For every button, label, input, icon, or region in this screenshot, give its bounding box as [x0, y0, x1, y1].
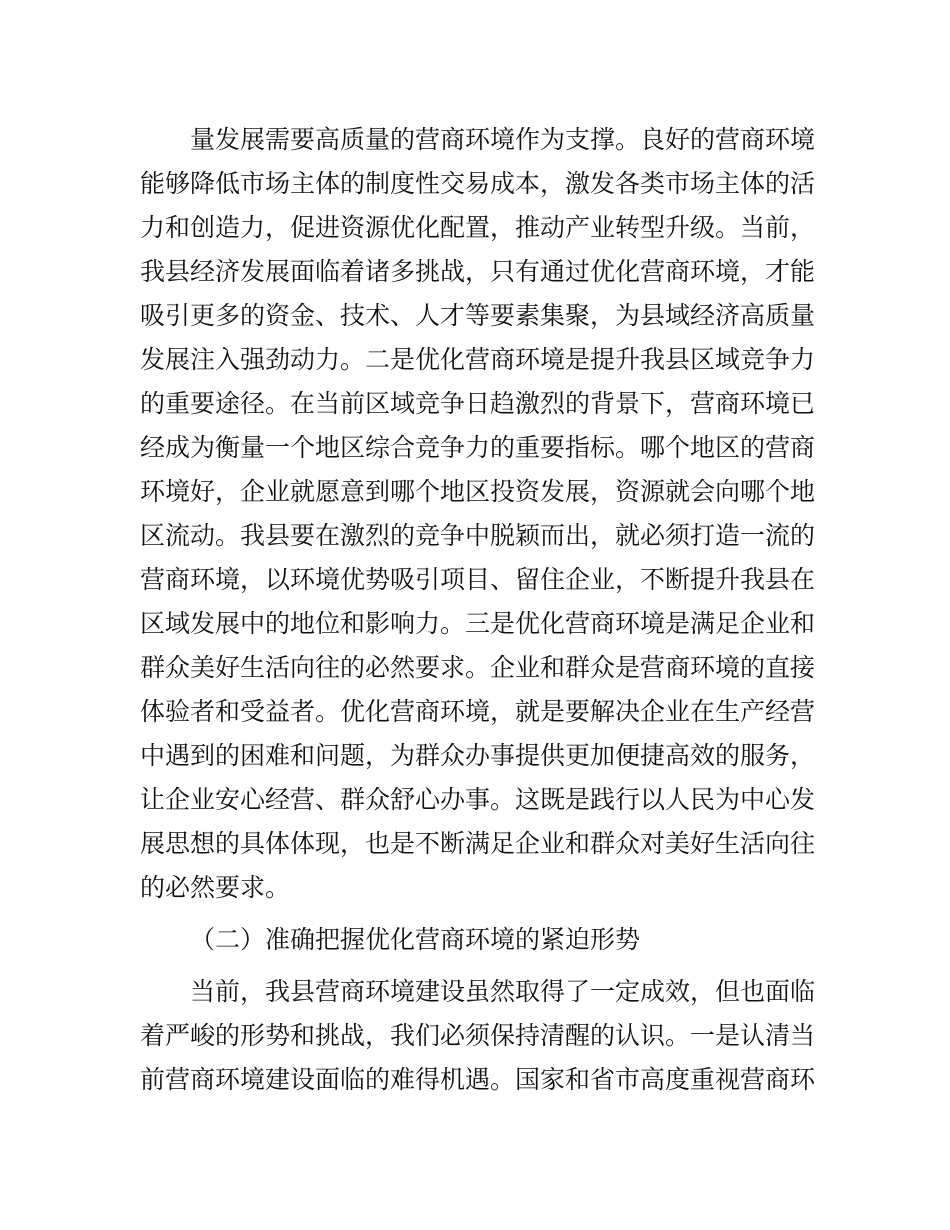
- text-line: 发展注入强劲动力。二是优化营商环境是提升我县区域竞争力: [140, 345, 816, 374]
- text-line: 着严峻的形势和挑战，我们必须保持清醒的认识。一是认清当: [140, 1021, 816, 1050]
- text-line: 量发展需要高质量的营商环境作为支撑。良好的营商环境: [190, 125, 816, 154]
- text-line: 力和创造力，促进资源优化配置，推动产业转型升级。当前，: [140, 213, 816, 242]
- text-line: 中遇到的困难和问题，为群众办事提供更加便捷高效的服务，: [140, 741, 816, 770]
- text-line: 经成为衡量一个地区综合竞争力的重要指标。哪个地区的营商: [140, 433, 816, 462]
- text-line: 展思想的具体体现，也是不断满足企业和群众对美好生活向往: [140, 829, 816, 858]
- text-line: 营商环境，以环境优势吸引项目、留住企业，不断提升我县在: [140, 565, 816, 594]
- section-heading: （二）准确把握优化营商环境的紧迫形势: [190, 925, 641, 954]
- paragraph-2: [140, 970, 820, 1102]
- body-text: [140, 118, 820, 1102]
- text-line: 让企业安心经营、群众舒心办事。这既是践行以人民为中心发: [140, 785, 816, 814]
- text-line: 区域发展中的地位和影响力。三是优化营商环境是满足企业和: [140, 609, 816, 638]
- text-line: 体验者和受益者。优化营商环境，就是要解决企业在生产经营: [140, 697, 816, 726]
- text-line: 当前，我县营商环境建设虽然取得了一定成效，但也面临: [190, 977, 816, 1006]
- text-line: 群众美好生活向往的必然要求。企业和群众是营商环境的直接: [140, 653, 816, 682]
- text-line: 能够降低市场主体的制度性交易成本，激发各类市场主体的活: [140, 169, 816, 198]
- text-line: 环境好，企业就愿意到哪个地区投资发展，资源就会向哪个地: [140, 477, 816, 506]
- text-line: 前营商环境建设面临的难得机遇。国家和省市高度重视营商环: [140, 1065, 816, 1094]
- text-line: 吸引更多的资金、技术、人才等要素集聚，为县域经济高质量: [140, 301, 816, 330]
- text-line: 区流动。我县要在激烈的竞争中脱颖而出，就必须打造一流的: [140, 521, 816, 550]
- paragraph-1: [140, 118, 820, 910]
- text-line: 我县经济发展面临着诸多挑战，只有通过优化营商环境，才能: [140, 257, 816, 286]
- text-line: 的必然要求。: [140, 873, 291, 902]
- text-line: 的重要途径。在当前区域竞争日趋激烈的背景下，营商环境已: [140, 389, 816, 418]
